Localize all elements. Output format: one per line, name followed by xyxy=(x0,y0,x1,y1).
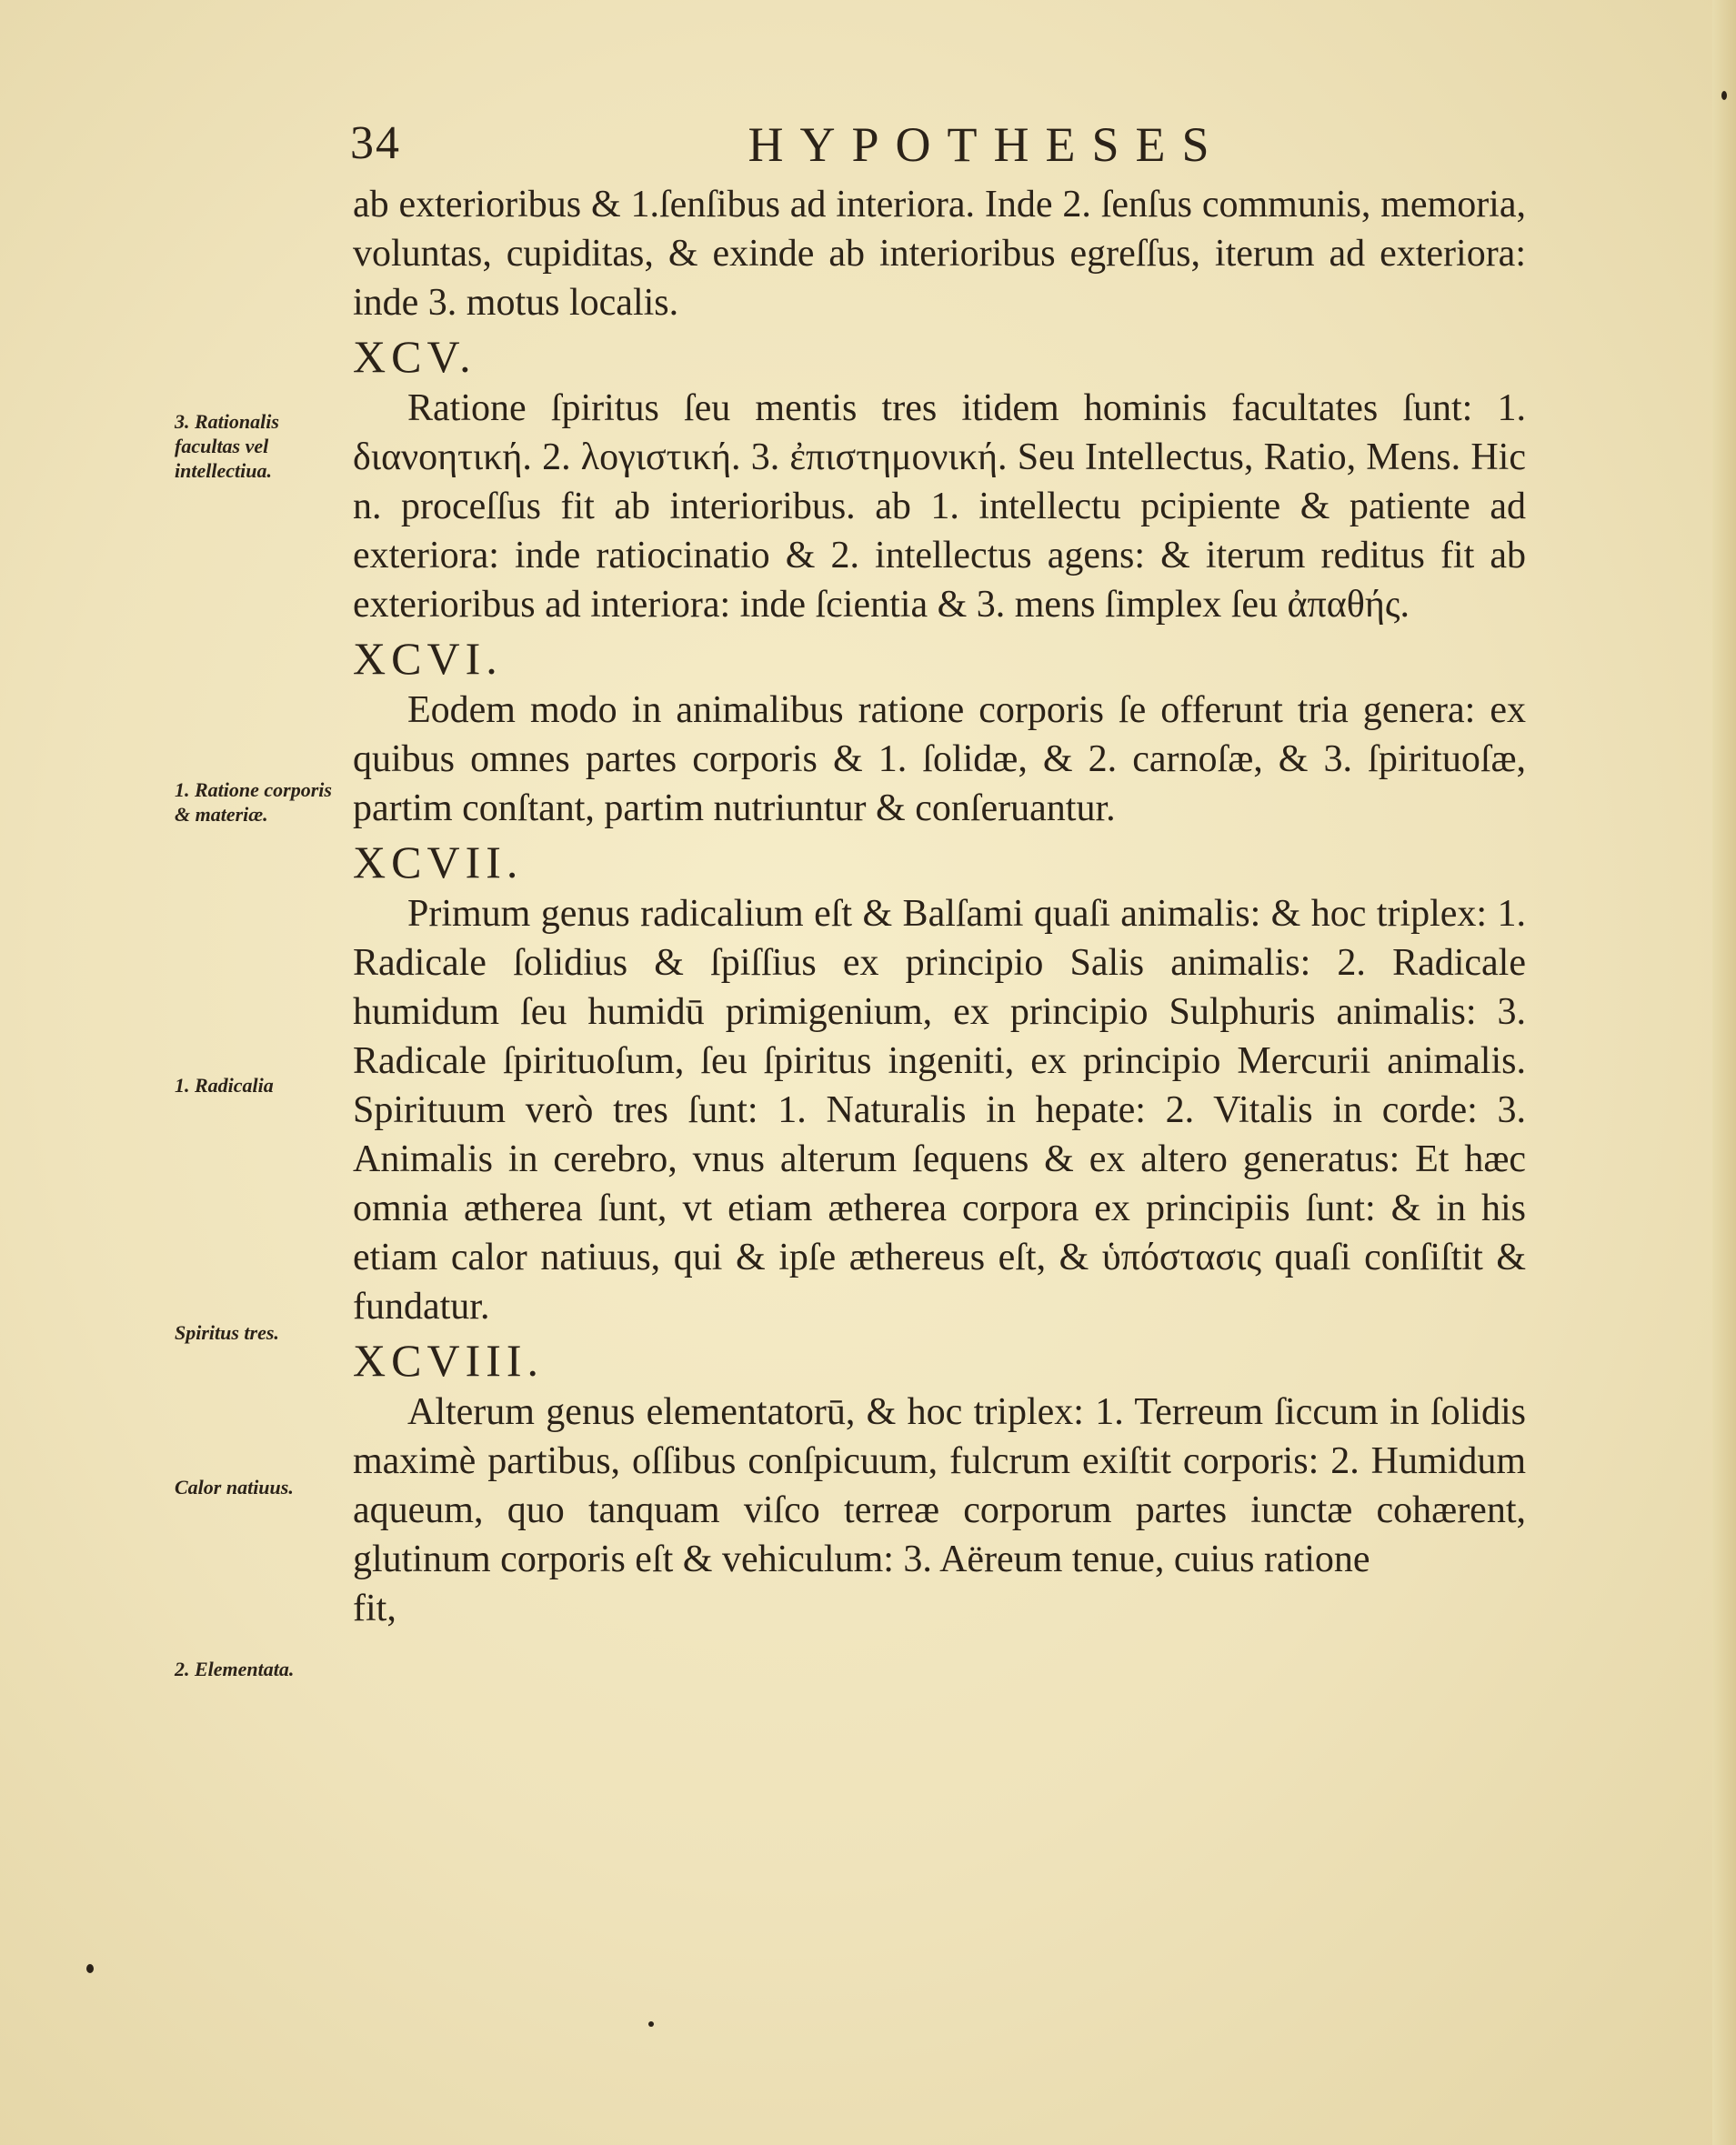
margin-note-elementata: 2. Elementata. xyxy=(175,1658,295,1680)
ink-spot xyxy=(86,1964,94,1973)
section-heading-xcviii: XCVIII. xyxy=(353,1335,545,1386)
section-heading-xcvii: XCVII. xyxy=(353,837,524,887)
intro-paragraph: ab exterioribus & 1.ſenſibus ad interiora. Inde 2. ſenſus communis, memoria, voluntas, cupiditas, & exinde ab interioribus egreſſus, iterum ad exteriora: inde 3. motus localis. xyxy=(353,184,1526,324)
margin-note-spiritus: Spiritus tres. xyxy=(175,1321,279,1344)
page-number: 34 xyxy=(350,117,401,169)
ink-spot xyxy=(1721,91,1727,100)
section-xcv-paragraph: Ratione ſpiritus ſeu mentis tres itidem hominis facultates ſunt: 1. διανοητική. 2. λογιστική. 3. ἐπιστημονική. Seu Intellectus, Ratio, Mens. Hic n. proceſſus fit ab interioribus. ab 1. intellectu pcipiente & patiente ad exteriora: inde ratiocinatio & 2. intellectus agens: & iterum reditus fit ab exterioribus ad interiora: inde ſcientia & 3. mens ſimplex ſeu ἀπαθής. xyxy=(353,387,1526,626)
section-xcvi-paragraph: Eodem modo in animalibus ratione corporis ſe offerunt tria genera: ex quibus omnes partes corporis & 1. ſolidæ, & 2. carnoſæ, & 3. ſpirituoſæ, partim conſtant, partim nutriuntur & conſeruantur. xyxy=(353,689,1526,829)
section-heading-xcv: XCV. xyxy=(353,331,477,382)
section-xcviii-paragraph: Alterum genus elementatorū, & hoc triplex: 1. Terreum ſiccum in ſolidis maximè partibus, oſſibus conſpicuum, fulcrum exiſtit corporis: 2. Humidum aqueum, quo tanquam viſco terreæ corporum partes iunctæ cohærent, glutinum corporis eſt & vehiculum: 3. Aëreum tenue, cuius ratione xyxy=(353,1391,1526,1580)
margin-note-corporis: 1. Ratione corporis & materiæ. xyxy=(175,778,332,826)
running-head: HYPOTHESES xyxy=(748,117,1226,172)
margin-note-calor: Calor natiuus. xyxy=(175,1476,294,1498)
ink-spot xyxy=(648,2021,654,2027)
catchword: fit, xyxy=(353,1588,396,1629)
margin-note-radicalia: 1. Radicalia xyxy=(175,1074,274,1097)
section-heading-xcvi: XCVI. xyxy=(353,633,503,684)
margin-note-rational: 3. Rationalis facultas vel intellectiua. xyxy=(175,410,279,482)
page-edge-shadow xyxy=(1712,0,1736,2145)
page-header xyxy=(350,116,1523,180)
section-xcvii-paragraph: Primum genus radicalium eſt & Balſami quaſi animalis: & hoc triplex: 1. Radicale ſolidius & ſpiſſius ex principio Salis animalis: 2. Radicale humidum ſeu humidū primigenium, ex principio Sulphuris animalis: 3. Radicale ſpirituoſum, ſeu ſpiritus ingeniti, ex principio Mercurii animalis. Spirituum verò tres ſunt: 1. Naturalis in hepate: 2. Vitalis in corde: 3. Animalis in cerebro, vnus alterum ſequens & ex altero generatus: Et hæc omnia ætherea ſunt, vt etiam ætherea corpora ex principiis ſunt: & in his etiam calor natiuus, qui & ipſe æthereus eſt, & ὑπόστασις quaſi conſiſtit & fundatur. xyxy=(353,893,1526,1328)
main-text xyxy=(353,180,1526,1633)
